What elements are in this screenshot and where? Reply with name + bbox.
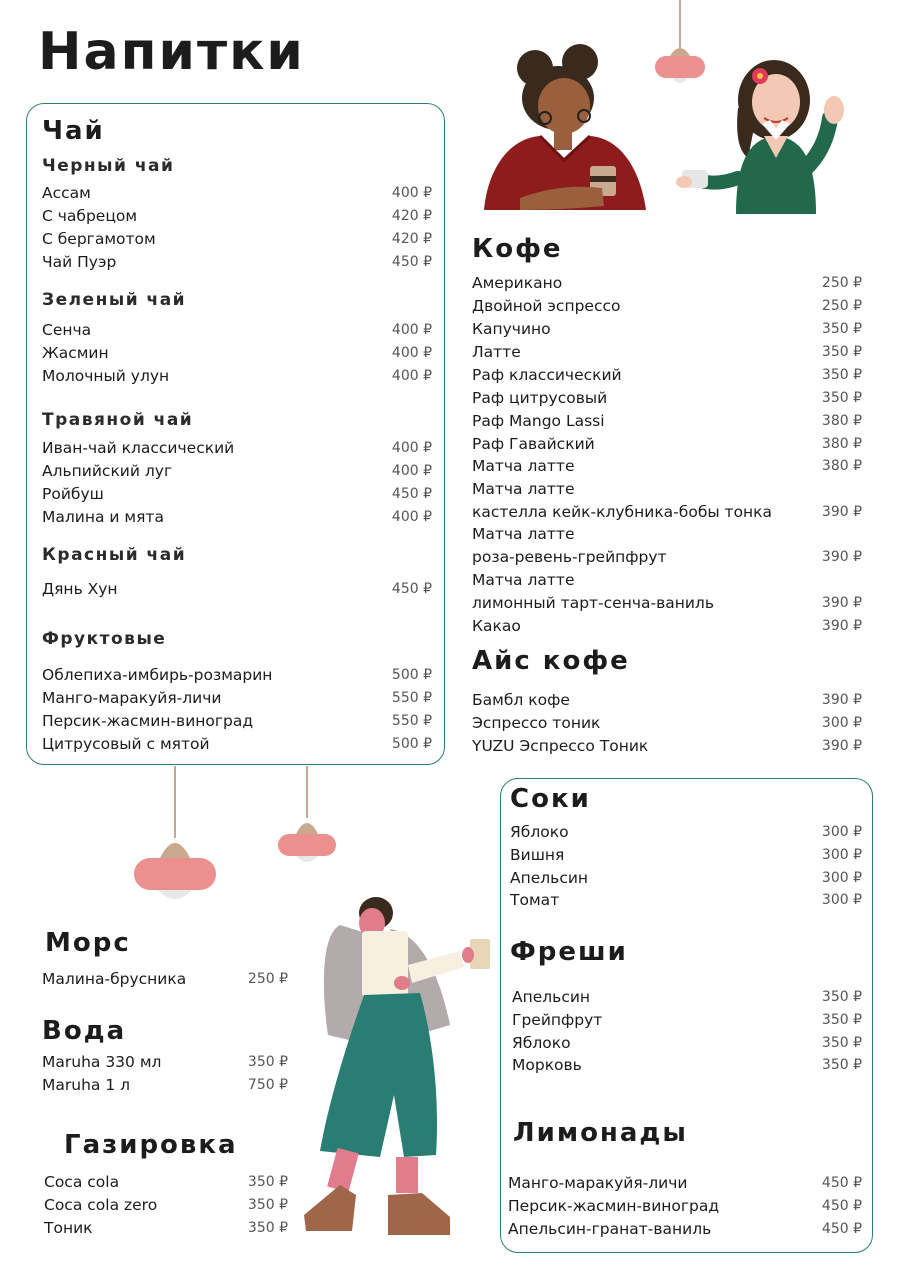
tea-title: Чай <box>42 116 105 146</box>
item-price: 450 ₽ <box>821 1175 862 1191</box>
list-item <box>42 437 432 460</box>
item-price: 400 ₽ <box>391 509 432 525</box>
item-price: 380 ₽ <box>821 458 862 474</box>
item-price: 400 ₽ <box>391 345 432 361</box>
item-price: 350 ₽ <box>247 1220 288 1236</box>
list-item <box>42 342 432 365</box>
list-item <box>42 1051 288 1074</box>
item-price: 450 ₽ <box>821 1221 862 1237</box>
item-name: Ассам <box>42 184 91 202</box>
item-name: Персик-жасмин-виноград <box>42 712 254 730</box>
list-item <box>44 1217 288 1240</box>
item-name: Ройбуш <box>42 485 104 503</box>
list-item <box>510 844 862 867</box>
item-name: Манго-маракуйя-личи <box>42 689 222 707</box>
item-name: Бамбл кофе <box>472 691 570 709</box>
item-name: Молочный улун <box>42 367 170 385</box>
soda-title: Газировка <box>64 1130 238 1160</box>
item-price: 420 ₽ <box>391 208 432 224</box>
item-price: 250 ₽ <box>821 298 862 314</box>
list-item <box>42 460 432 483</box>
item-price: 350 ₽ <box>247 1197 288 1213</box>
item-name: Облепиха-имбирь-розмарин <box>42 666 273 684</box>
woman-walking-with-coffee-icon <box>300 895 494 1240</box>
item-price: 390 ₽ <box>821 549 862 565</box>
fresh-title: Фреши <box>510 937 628 967</box>
page-title: Напитки <box>38 22 305 82</box>
water-title: Вода <box>42 1016 127 1046</box>
list-item <box>472 615 862 638</box>
item-price: 450 ₽ <box>391 581 432 597</box>
item-price: 350 ₽ <box>821 367 862 383</box>
item-name: Раф классический <box>472 366 622 384</box>
item-name: С чабрецом <box>42 207 138 225</box>
item-name: Вишня <box>510 846 565 864</box>
list-item <box>512 1032 862 1055</box>
list-item <box>42 365 432 388</box>
list-item <box>42 228 432 251</box>
list-item <box>472 387 862 410</box>
list-item <box>42 251 432 274</box>
item-name: Американо <box>472 274 563 292</box>
list-item <box>42 664 432 687</box>
item-name: Апельсин-гранат-ваниль <box>508 1220 712 1238</box>
item-price: 420 ₽ <box>391 231 432 247</box>
list-item <box>44 1171 288 1194</box>
item-price: 390 ₽ <box>821 738 862 754</box>
item-price: 390 ₽ <box>821 618 862 634</box>
item-price: 350 ₽ <box>821 344 862 360</box>
item-name: лимонный тарт-сенча-ваниль <box>472 594 714 612</box>
hanging-lamp-icon <box>132 766 218 904</box>
list-item <box>472 712 862 735</box>
item-name: Раф Mango Lassi <box>472 412 605 430</box>
list-item <box>472 523 862 546</box>
item-price: 390 ₽ <box>821 595 862 611</box>
list-item <box>472 295 862 318</box>
black-tea-title: Черный чай <box>42 156 175 176</box>
item-name: Тоник <box>44 1219 93 1237</box>
item-name: Двойной эспрессо <box>472 297 621 315</box>
item-name: Яблоко <box>510 823 569 841</box>
list-item <box>512 986 862 1009</box>
hanging-lamp-icon <box>276 766 338 866</box>
list-item <box>44 1194 288 1217</box>
item-price: 350 ₽ <box>821 390 862 406</box>
list-item <box>508 1195 862 1218</box>
item-name: Томат <box>510 891 560 909</box>
item-price: 400 ₽ <box>391 322 432 338</box>
mors-title: Морс <box>45 928 131 958</box>
list-item <box>472 501 862 524</box>
item-price: 390 ₽ <box>821 504 862 520</box>
item-price: 350 ₽ <box>821 1012 862 1028</box>
list-item <box>512 1009 862 1032</box>
item-name: Жасмин <box>42 344 109 362</box>
item-name: Апельсин <box>510 869 589 887</box>
item-name: Раф Гавайский <box>472 435 595 453</box>
list-item <box>42 733 432 756</box>
item-name: Грейпфрут <box>512 1011 603 1029</box>
item-price: 450 ₽ <box>821 1198 862 1214</box>
item-price: 350 ₽ <box>821 1057 862 1073</box>
item-price: 390 ₽ <box>821 692 862 708</box>
item-price: 500 ₽ <box>391 667 432 683</box>
herbal-tea-title: Травяной чай <box>42 410 194 430</box>
item-name: Сенча <box>42 321 92 339</box>
item-name: роза-ревень-грейпфрут <box>472 548 667 566</box>
item-price: 250 ₽ <box>821 275 862 291</box>
item-name: Иван-чай классический <box>42 439 235 457</box>
list-item <box>42 687 432 710</box>
item-name: кастелла кейк-клубника-бобы тонка <box>472 503 773 521</box>
list-item <box>42 483 432 506</box>
woman-waving-icon <box>676 58 854 216</box>
item-price: 400 ₽ <box>391 185 432 201</box>
item-name: Персик-жасмин-виноград <box>508 1197 720 1215</box>
list-item <box>472 689 862 712</box>
item-name: Малина-брусника <box>42 970 187 988</box>
list-item <box>42 710 432 733</box>
list-item <box>42 968 288 991</box>
list-item <box>472 735 862 758</box>
list-item <box>42 578 432 601</box>
item-name: Матча латте <box>472 525 575 543</box>
item-price: 300 ₽ <box>821 892 862 908</box>
item-price: 380 ₽ <box>821 413 862 429</box>
item-name: Апельсин <box>512 988 591 1006</box>
item-price: 500 ₽ <box>391 736 432 752</box>
list-item <box>510 867 862 890</box>
list-item <box>42 182 432 205</box>
woman-with-coffee-icon <box>480 38 650 216</box>
item-name: Матча латте <box>472 480 575 498</box>
item-price: 550 ₽ <box>391 690 432 706</box>
list-item <box>472 546 862 569</box>
list-item <box>472 341 862 364</box>
list-item <box>472 272 862 295</box>
item-price: 250 ₽ <box>247 971 288 987</box>
item-price: 350 ₽ <box>821 321 862 337</box>
item-name: Maruha 330 мл <box>42 1053 162 1071</box>
fruit-tea-title: Фруктовые <box>42 629 167 649</box>
list-item <box>472 364 862 387</box>
item-name: Coca cola zero <box>44 1196 158 1214</box>
item-name: Малина и мята <box>42 508 164 526</box>
list-item <box>42 319 432 342</box>
item-price: 380 ₽ <box>821 436 862 452</box>
list-item <box>472 592 862 615</box>
item-name: Цитрусовый с мятой <box>42 735 210 753</box>
juices-title: Соки <box>510 784 591 814</box>
item-name: Раф цитрусовый <box>472 389 608 407</box>
list-item <box>472 318 862 341</box>
list-item <box>42 205 432 228</box>
item-name: Морковь <box>512 1056 582 1074</box>
item-name: Манго-маракуйя-личи <box>508 1174 688 1192</box>
green-tea-title: Зеленый чай <box>42 290 187 310</box>
list-item <box>472 569 862 592</box>
item-name: Яблоко <box>512 1034 571 1052</box>
item-name: Какао <box>472 617 521 635</box>
item-name: Coca cola <box>44 1173 120 1191</box>
item-price: 300 ₽ <box>821 715 862 731</box>
list-item <box>508 1172 862 1195</box>
list-item <box>508 1218 862 1241</box>
list-item <box>512 1054 862 1077</box>
list-item <box>42 1074 288 1097</box>
list-item <box>472 455 862 478</box>
item-price: 350 ₽ <box>247 1054 288 1070</box>
list-item <box>510 821 862 844</box>
item-price: 450 ₽ <box>391 254 432 270</box>
item-price: 400 ₽ <box>391 463 432 479</box>
item-name: Матча латте <box>472 457 575 475</box>
item-name: Матча латте <box>472 571 575 589</box>
item-price: 400 ₽ <box>391 440 432 456</box>
item-price: 350 ₽ <box>821 989 862 1005</box>
list-item <box>472 433 862 456</box>
item-name: YUZU Эспрессо Тоник <box>472 737 649 755</box>
item-price: 550 ₽ <box>391 713 432 729</box>
item-name: Maruha 1 л <box>42 1076 131 1094</box>
item-price: 300 ₽ <box>821 824 862 840</box>
item-name: Капучино <box>472 320 551 338</box>
item-price: 300 ₽ <box>821 870 862 886</box>
coffee-title: Кофе <box>472 234 563 264</box>
list-item <box>472 478 862 501</box>
item-price: 300 ₽ <box>821 847 862 863</box>
item-price: 750 ₽ <box>247 1077 288 1093</box>
item-price: 400 ₽ <box>391 368 432 384</box>
item-name: Эспрессо тоник <box>472 714 601 732</box>
item-price: 350 ₽ <box>821 1035 862 1051</box>
item-name: Альпийский луг <box>42 462 173 480</box>
item-name: С бергамотом <box>42 230 156 248</box>
item-name: Латте <box>472 343 521 361</box>
list-item <box>472 410 862 433</box>
red-tea-title: Красный чай <box>42 545 187 565</box>
list-item <box>510 889 862 912</box>
lemonades-title: Лимонады <box>513 1118 688 1148</box>
item-name: Дянь Хун <box>42 580 118 598</box>
item-name: Чай Пуэр <box>42 253 117 271</box>
item-price: 350 ₽ <box>247 1174 288 1190</box>
list-item <box>42 506 432 529</box>
ice-coffee-title: Айс кофе <box>472 646 630 676</box>
item-price: 450 ₽ <box>391 486 432 502</box>
